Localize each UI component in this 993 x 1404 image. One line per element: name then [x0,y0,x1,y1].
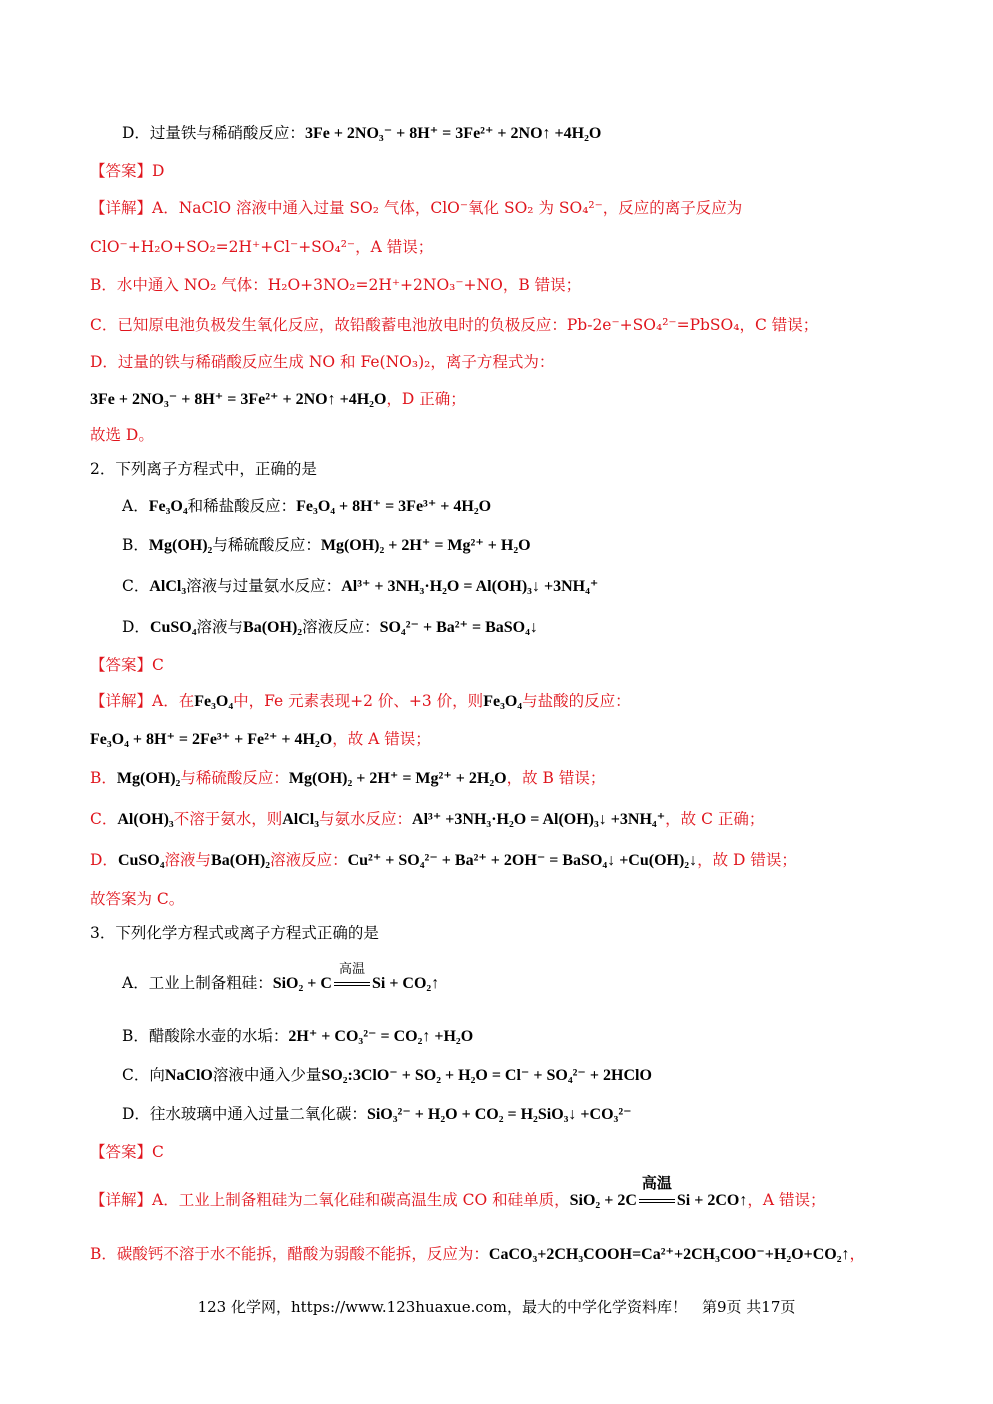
q2-option-d-formula2: Ba(OH)₂ [243,619,303,636]
q2-detail-d-formula2: Ba(OH)₂ [211,852,271,869]
q2-detail-c-formula1: Al(OH)₃ [117,811,174,828]
q2-detail-a-equation: Fe₃O₄ + 8H⁺ = 2Fe³⁺ + Fe²⁺ + 4H₂O [90,731,333,748]
q2-detail-b-formula: Mg(OH)₂ [116,770,181,787]
q2-detail-d-label: D． [90,851,118,869]
q2-option-b-formula: Mg(OH)₂ [148,537,213,554]
q2-detail-b-label: B． [90,769,117,787]
q2-detail-a-line1 [90,690,631,713]
q2-option-c-label: C． [122,577,150,595]
q2-detail-d-text2: 溶液反应： [270,851,348,869]
q2-option-c-text: 溶液与过量氨水反应： [186,577,342,595]
q3-option-a-equation-right: Si + CO₂↑ [371,975,440,992]
q2-detail-c-text2: 与氨水反应： [319,810,413,828]
q2-option-d-text1: 溶液与 [196,618,244,636]
q2-option-a [122,495,491,518]
q3-option-d [122,1103,632,1126]
q3-detail-a-condition-label: 高温 [641,1176,672,1192]
q2-detail-d-formula1: CuSO₄ [117,852,165,869]
q2-option-a-text: 和稀盐酸反应： [187,497,297,515]
q3-detail-b-text: B．碳酸钙不溶于水不能拆，醋酸为弱酸不能拆，反应为： [90,1245,489,1263]
q1-detail-d-tail: ，D 正确； [386,390,466,408]
q3-option-a-condition-label: 高温 [338,961,365,976]
q3-detail-b-equation: CaCO₃+2CH₃COOH=Ca²⁺+2CH₃COO⁻+H₂O+CO₂↑ [488,1246,850,1263]
q3-option-d-text: D．往水玻璃中通入过量二氧化碳： [122,1105,367,1123]
q3-option-c-formula1: NaClO [164,1067,213,1084]
q3-detail-a-equals-sign [639,1199,675,1203]
q1-detail-d-line2 [90,388,466,411]
q2-option-d-equation: SO₄²⁻ + Ba²⁺ = BaSO₄↓ [379,619,538,636]
q1-detail-b: B．水中通入 NO₂ 气体：H₂O+3NO₂=2H⁺+2NO₃⁻+NO，B 错误； [90,276,582,294]
q3-detail-a-tail: ，A 错误； [747,1191,826,1209]
q2-detail-d [90,849,797,872]
q2-conclusion: 故答案为 C。 [90,890,185,908]
q3-option-b-equation: 2H⁺ + CO₃²⁻ = CO₂↑ +H₂O [288,1028,474,1045]
q2-option-c [122,575,598,598]
q2-detail-c-equation: Al³⁺ +3NH₃·H₂O = Al(OH)₃↓ +3NH₄⁺ [412,811,666,828]
q2-detail-a-text1: 【详解】A．在 [90,692,195,710]
q2-option-d [122,616,538,639]
q3-answer: 【答案】C [90,1143,164,1161]
q2-detail-c-text1: 不溶于氨水，则 [173,810,283,828]
q2-stem: 2．下列离子方程式中，正确的是 [90,460,317,478]
q2-option-c-equation: Al³⁺ + 3NH₃·H₂O = Al(OH)₃↓ +3NH₄⁺ [341,578,599,595]
q3-stem: 3．下列化学方程式或离子方程式正确的是 [90,924,379,942]
q2-option-a-formula: Fe₃O₄ [148,498,188,515]
q3-option-c [122,1064,652,1087]
q2-detail-c-formula2: AlCl₃ [282,811,320,828]
q3-option-a-condition [332,961,372,995]
q3-option-a-equals-sign [334,982,370,986]
q2-option-d-text2: 溶液反应： [302,618,380,636]
q3-option-a [122,961,440,995]
q2-detail-a-formula2: Fe₃O₄ [483,693,523,710]
q2-answer: 【答案】C [90,656,164,674]
q1-answer: 【答案】D [90,162,165,180]
q3-detail-b [90,1243,865,1266]
q3-detail-a-text: 【详解】A．工业上制备粗硅为二氧化硅和碳高温生成 CO 和硅单质， [90,1191,570,1209]
q3-option-c-equation: :3ClO⁻ + SO₂ + H₂O = Cl⁻ + SO₄²⁻ + 2HClO [347,1067,652,1084]
q2-detail-a-text3: 与盐酸的反应： [522,692,631,710]
q2-option-a-label: A． [122,497,149,515]
q3-option-a-equation-left: SiO₂ + C [272,975,332,992]
page-footer: 123 化学网，https://www.123huaxue.com，最大的中学化学资料库！ 第9页 共17页 [197,1298,796,1316]
q2-option-b [122,534,531,557]
q2-detail-d-tail: ，故 D 错误； [697,851,797,869]
q3-detail-b-tail: ， [849,1245,866,1263]
q2-detail-b-tail: ，故 B 错误； [506,769,606,787]
q2-detail-c-label: C． [90,810,118,828]
q2-option-b-equation: Mg(OH)₂ + 2H⁺ = Mg²⁺ + H₂O [320,537,531,554]
q3-detail-a-equation-left: SiO₂ + 2C [569,1192,637,1209]
q1-detail-d-equation: 3Fe + 2NO₃⁻ + 8H⁺ = 3Fe²⁺ + 2NO↑ +4H₂O [90,391,387,408]
q2-detail-b-equation: Mg(OH)₂ + 2H⁺ = Mg²⁺ + 2H₂O [288,770,507,787]
q2-detail-c [90,808,764,831]
q2-detail-a-line2 [90,728,431,751]
q1-conclusion: 故选 D。 [90,426,154,444]
q2-detail-c-tail: ，故 C 正确； [665,810,765,828]
q2-detail-d-equation: Cu²⁺ + SO₄²⁻ + Ba²⁺ + 2OH⁻ = BaSO₄↓ +Cu(OH)₂↓ [347,852,698,869]
q3-detail-a-equation-right: Si + 2CO↑ [676,1192,748,1209]
q3-detail-a-condition [637,1176,677,1212]
q2-option-d-label: D． [122,618,150,636]
q3-option-c-text1: C．向 [122,1066,165,1084]
q3-option-b [122,1025,473,1048]
q3-option-b-text: B．醋酸除水壶的水垢： [122,1027,289,1045]
q1-detail-c: C．已知原电池负极发生氧化反应，故铅酸蓄电池放电时的负极反应：Pb-2e⁻+SO₄²⁻=PbSO₄，C 错误； [90,316,819,334]
q2-option-d-formula1: CuSO₄ [149,619,197,636]
q1-option-d-text: D．过量铁与稀硝酸反应： [122,124,305,142]
q1-option-d-equation: 3Fe + 2NO₃⁻ + 8H⁺ = 3Fe²⁺ + 2NO↑ +4H₂O [304,125,602,142]
q3-option-a-text: A．工业上制备粗硅： [122,974,273,992]
q1-detail-d-line1: D．过量的铁与稀硝酸反应生成 NO 和 Fe(NO₃)₂，离子方程式为： [90,353,555,371]
q1-detail-a-line1: 【详解】A．NaClO 溶液中通入过量 SO₂ 气体，ClO⁻氧化 SO₂ 为 SO₄²⁻，反应的离子反应为 [90,199,743,217]
q2-detail-a-formula1: Fe₃O₄ [194,693,234,710]
q1-option-d [122,122,601,145]
q2-detail-b [90,767,605,790]
q3-option-c-formula2: SO₂ [321,1067,348,1084]
q3-option-c-text2: 溶液中通入少量 [212,1066,322,1084]
q2-option-b-label: B． [122,536,149,554]
q2-detail-a-text2: 中，Fe 元素表现+2 价、+3 价，则 [233,692,484,710]
q2-detail-b-text: 与稀硫酸反应： [180,769,289,787]
q2-option-a-equation: Fe₃O₄ + 8H⁺ = 3Fe³⁺ + 4H₂O [296,498,492,515]
q2-option-b-text: 与稀硫酸反应： [212,536,321,554]
q3-detail-a [90,1176,826,1212]
q3-option-d-equation: SiO₃²⁻ + H₂O + CO₂ = H₂SiO₃↓ +CO₃²⁻ [366,1106,632,1123]
q2-detail-a-tail: ，故 A 错误； [332,730,431,748]
q2-detail-d-text1: 溶液与 [164,851,212,869]
q1-detail-a-line2: ClO⁻+H₂O+SO₂=2H⁺+Cl⁻+SO₄²⁻，A 错误； [90,238,434,256]
q2-option-c-formula: AlCl₃ [149,578,187,595]
